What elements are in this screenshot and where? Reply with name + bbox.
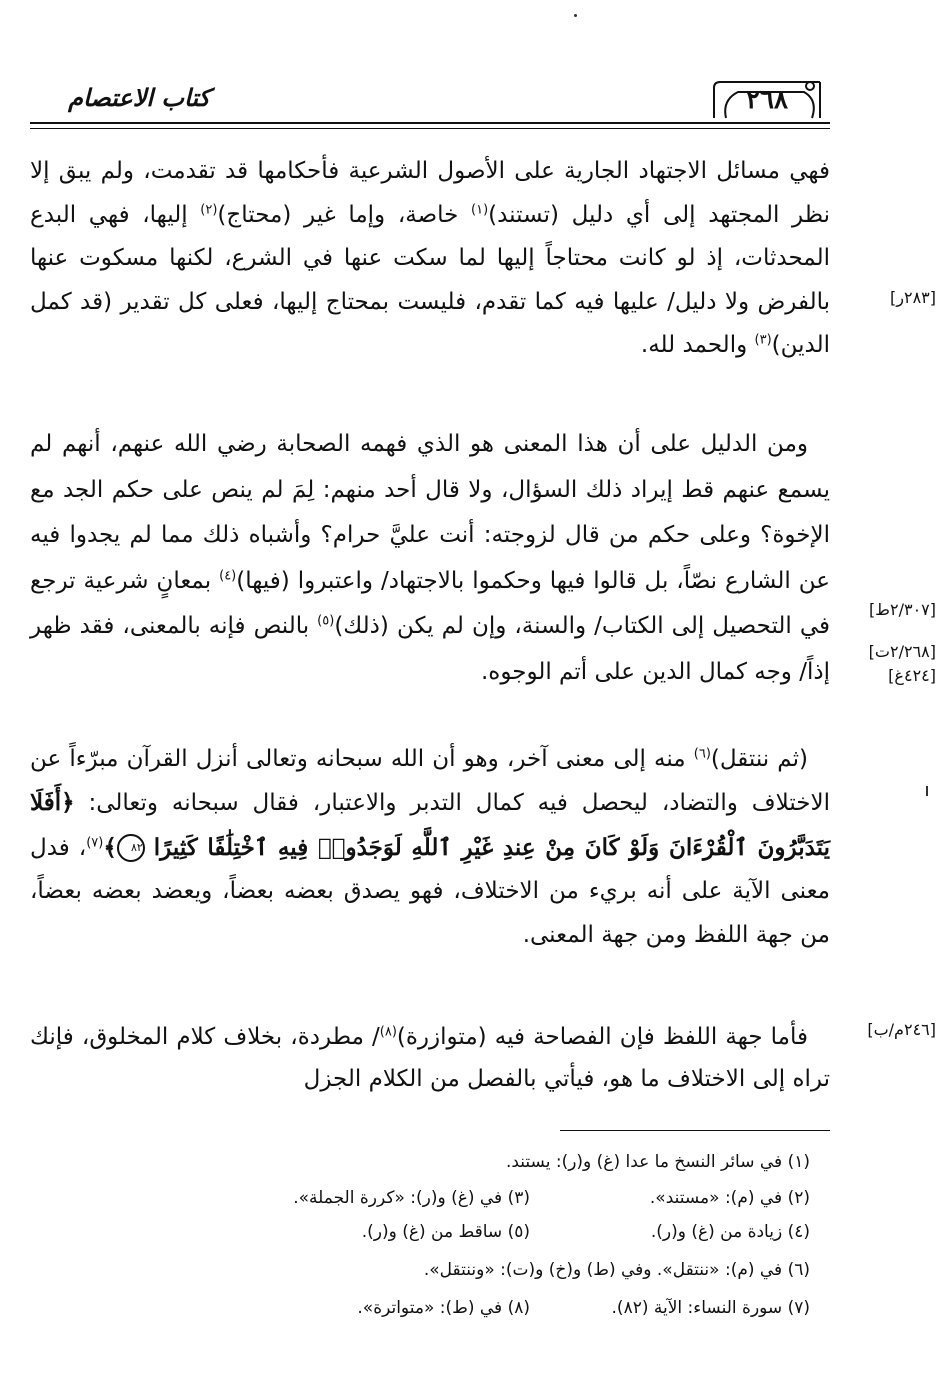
footnote-ref[interactable]: (٦) (693, 746, 711, 762)
paragraph-3 (30, 738, 830, 957)
paragraph-text: ومن الدليل على أن هذا المعنى هو الذي فهمه الصحابة رضي الله عنهم، أنهم لم يسمع عنهم قط إيراد ذلك السؤال، ولا قال أحد منهم: لِمَ لم ينص على حكم الجد مع الإخوة؟ وعلى حكم من قال لزوجته: أنت عليَّ حرام؟ وأشباه ذلك مما لم يجدوا فيه عن الشارع نصّاً، بل قالوا فيها وحكموا بالاجتهاد/ واعتبروا (فيها) (30, 431, 831, 594)
footnote-ref[interactable]: (٢) (200, 201, 218, 217)
paragraph-2 (30, 422, 830, 695)
footnote-ref[interactable]: (٥) (317, 613, 335, 629)
footnote-ref[interactable]: (٣) (754, 332, 772, 348)
paragraph-text: (ثم ننتقل) (710, 746, 808, 772)
margin-note-manuscript-ref (836, 640, 936, 688)
footnote-ref[interactable]: (٤) (219, 567, 237, 583)
margin-note-line: [٤٢٤غ] (888, 666, 936, 685)
margin-note-manuscript-ref: [٢/٣٠٧ط] (868, 600, 936, 619)
ayah-number-mark: ٨٢ (117, 834, 145, 862)
paragraph-text: ، فدل معنى الآية على أنه بريء من الاختلاف، فهو يصدق بعضه بعضاً، ويعضد بعضه بعضاً، من جهة اللفظ ومن جهة المعنى. (30, 834, 830, 948)
paragraph-4 (30, 1016, 830, 1100)
footnote-8: (٨) في (ط): «متواترة». (357, 1298, 530, 1318)
paragraph-text: إليها، فهي البدع المحدثات، إذ لو كانت محتاجاً إليها لما سكت عنها في الشرع، لكنها مسكوت عنها بالفرض ولا دليل/ عليها فيه كما تقدم، فليست بمحتاج إليها، فعلى كل تقدير (قد كمل الدين) (30, 201, 830, 359)
paragraph-text: خاصة، وإما غير (محتاج) (217, 201, 471, 228)
footnote-2: (٢) في (م): «مستند». (649, 1188, 810, 1208)
quran-bracket: ﴾ (103, 833, 117, 861)
paragraph-text: فهي مسائل الاجتهاد الجارية على الأصول الشرعية فأحكامها قد تقدمت، ولم يبق إلا نظر المجتهد إلى أي دليل (تستند) (30, 158, 830, 228)
paragraph-text: / مطردة، بخلاف كلام المخلوق، فإنك تراه إلى الاختلاف ما هو، فيأتي بالفصل من الكلام الجزل (30, 1024, 830, 1092)
footnote-4: (٤) زيادة من (غ) و(ر). (650, 1222, 810, 1242)
paragraph-text: فأما جهة اللفظ فإن الفصاحة فيه (متوازرة) (396, 1024, 809, 1050)
page-number: ٢٦٨ (746, 85, 788, 115)
paragraph-text: منه إلى معنى آخر، وهو أن الله سبحانه وتعالى أنزل القرآن مبرّءاً عن الاختلاف والتضاد، ليحصل فيه كمال التدبر والاعتبار، فقال سبحانه وتعالى: (30, 746, 830, 817)
footnote-ref[interactable]: (١) (471, 201, 489, 217)
footnote-1: (١) في سائر النسخ ما عدا (غ) و(ر): يستند. (505, 1152, 810, 1172)
paragraph-text: بالنص فإنه بالمعنى، فقد ظهر إذاً/ وجه كمال الدين على أتم الوجوه. (30, 613, 830, 685)
scan-speck (926, 786, 928, 796)
footnote-ref[interactable]: (٧) (86, 835, 104, 851)
footnote-5: (٥) ساقط من (غ) و(ر). (361, 1222, 530, 1242)
page-number-frame (708, 80, 826, 120)
margin-note-manuscript-ref: [٢٨٣ر] (890, 288, 936, 307)
paragraph-1 (30, 150, 830, 368)
footnote-7: (٧) سورة النساء: الآية (٨٢). (611, 1298, 810, 1318)
paragraph-text: بمعانٍ شرعية ترجع في التحصيل إلى الكتاب/ والسنة، وإن لم يكن (ذلك) (30, 567, 830, 639)
header-rule (30, 122, 830, 129)
scan-speck (574, 14, 577, 17)
paragraph-text: والحمد لله. (640, 332, 755, 359)
margin-note-line: [٢/٢٦٨ت] (868, 642, 936, 661)
footnote-separator (560, 1130, 830, 1131)
margin-note-manuscript-ref: [٢٤٦م/ب] (867, 1020, 936, 1039)
footnote-6: (٦) في (م): «ننتقل». وفي (ط) و(خ) و(ت): «وننتقل». (423, 1260, 810, 1280)
footnote-3: (٣) في (غ) و(ر): «كررة الجملة». (293, 1188, 530, 1208)
running-title: كتاب الاعتصام (68, 83, 210, 112)
quran-verse: ﴿أَفَلَا يَتَدَبَّرُونَ ٱلْقُرْءَانَ وَلَوْ كَانَ مِنْ عِندِ غَيْرِ ٱللَّهِ لَوَجَدُوا۟ فِيهِ ٱخْتِلَٰفًا كَثِيرًا (30, 789, 831, 861)
footnote-ref[interactable]: (٨) (379, 1024, 397, 1040)
